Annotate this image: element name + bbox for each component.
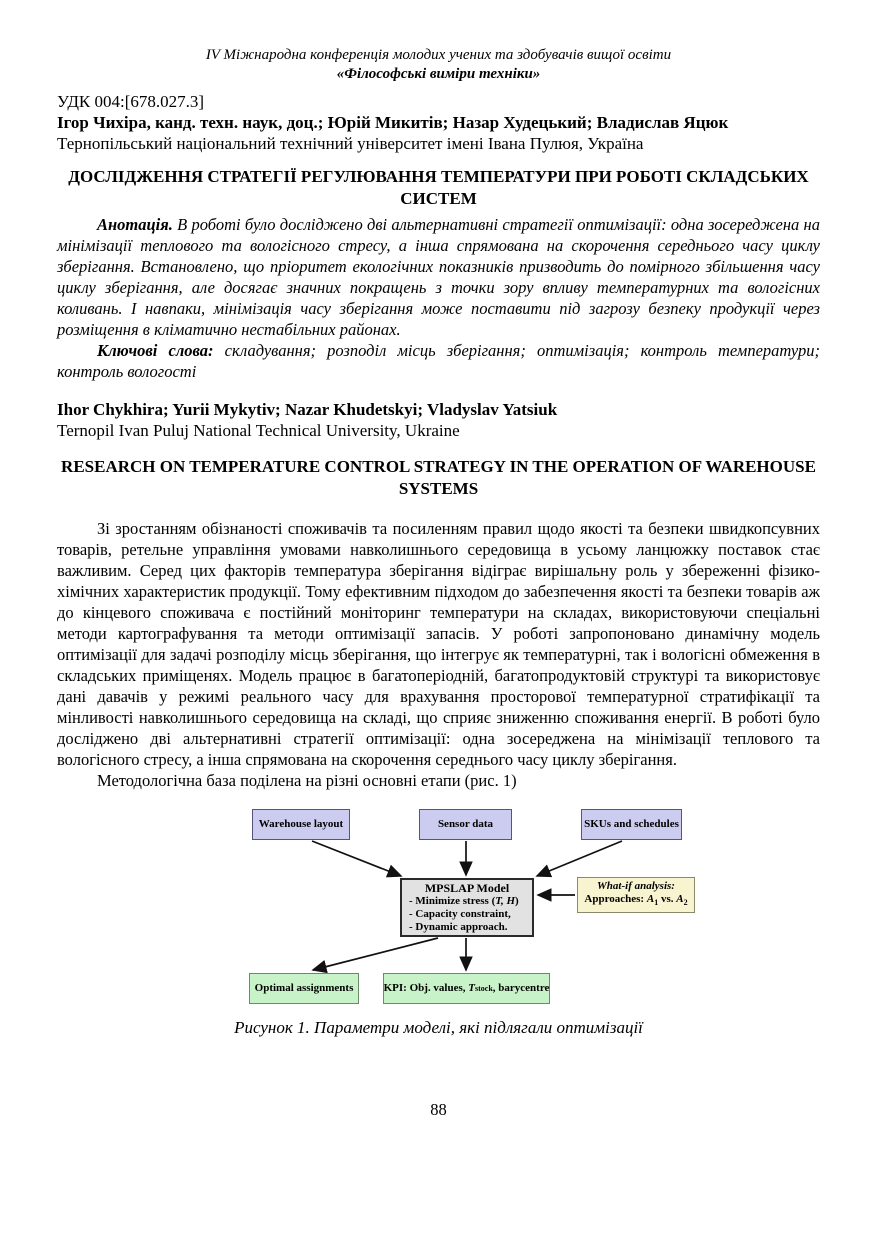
- authors-en: Ihor Chykhira; Yurii Mykytiv; Nazar Khudetskyi; Vladyslav Yatsiuk: [57, 400, 558, 419]
- box-skus-schedules: SKUs and schedules: [581, 809, 682, 840]
- body-paragraph-1: Зі зростанням обізнаності споживачів та посиленням правил щодо якості та безпеки швидкопсувних товарів, ретельне управління умовами навколишнього середовища в усьому ланцюжку поставок стає важливим. Серед цих факторів температура зберігання відіграє вирішальну роль у збереженні фізико-хімічних характеристик продукції. Тому ефективним підходом до забезпечення якості та безпеки товарів аж до кінцевого споживача є постійний моніторинг температури на складах, використовуючи спеціальні методи картографування та методи оптимізації запасів. У роботі запропоновано динамічну модель оптимізації для задачі розподілу місць зберігання, що інтегрує як температурні, так і вологісні обмеження в складських приміщенях. Модель працює в багатоперіодній, багатопродуктовій структурі та використовує дані давачів у режимі реального часу для врахування просторової температурної стратифікації та мінливості навколишнього середовища на складі, що сприяє зниженню споживання енергії. В роботі було досліджено дві альтернативні стратегії оптимізації: одна зосереджена на мінімізації теплового та вологісного стресу, а інша спрямована на скорочення середнього часу циклу зберігання.: [57, 519, 820, 769]
- model-line-1: - Minimize stress (T, H): [409, 894, 519, 907]
- arrow-skus-to-model: [537, 841, 622, 876]
- figure-diagram: [57, 806, 820, 1008]
- affiliation-ua: Тернопільський національний технічний університет імені Івана Пулюя, Україна: [57, 134, 644, 153]
- abstract-label: Анотація.: [97, 215, 173, 234]
- abstract-paragraph: [57, 214, 820, 340]
- authors-ua: Ігор Чихіра, канд. техн. наук, доц.; Юрій Микитів; Назар Худецький; Владислав Яцюк: [57, 113, 729, 132]
- header-subtitle: «Філософські виміри техніки»: [336, 66, 541, 82]
- box-whatif-analysis: [577, 877, 695, 913]
- affiliation-en: Ternopil Ivan Puluj National Technical University, Ukraine: [57, 421, 460, 440]
- model-line-3: - Dynamic approach.: [409, 920, 508, 933]
- header-conference: IV Міжнародна конференція молодих учених та здобувачів вищої освіти: [205, 47, 672, 63]
- box-mpslap-model: [400, 878, 534, 937]
- model-line-2: - Capacity constraint,: [409, 907, 511, 920]
- udc-code: УДК 004:[678.027.3]: [57, 92, 205, 111]
- keywords-label: Ключові слова:: [97, 341, 214, 360]
- body-paragraph-2: Методологічна база поділена на різні основні етапи (рис. 1): [97, 771, 517, 790]
- page-number: 88: [430, 1100, 447, 1119]
- model-title: MPSLAP Model: [424, 880, 510, 895]
- paper-title-ua: ДОСЛІДЖЕННЯ СТРАТЕГІЇ РЕГУЛЮВАННЯ ТЕМПЕРАТУРИ ПРИ РОБОТІ СКЛАДСЬКИХ СИСТЕМ: [68, 167, 809, 208]
- keywords-paragraph: [57, 340, 820, 382]
- box-kpi: KPI : Obj. values, T stock , barycentre: [383, 973, 550, 1004]
- whatif-line-1: What-if analysis:: [597, 880, 675, 893]
- figure-caption: Рисунок 1. Параметри моделі, які підлягали оптимізації: [234, 1018, 643, 1037]
- keywords-text: складування; розподіл місць зберігання; оптимізація; контроль температури; контроль вологості: [57, 341, 821, 381]
- box-optimal-assignments: Optimal assignments: [249, 973, 359, 1004]
- box-sensor-data: Sensor data: [419, 809, 512, 840]
- arrow-model-to-optimal: [313, 938, 438, 970]
- paper-title-en: RESEARCH ON TEMPERATURE CONTROL STRATEGY IN THE OPERATION OF WAREHOUSE SYSTEMS: [61, 457, 816, 498]
- abstract-text: В роботі було досліджено дві альтернативні стратегії оптимізації: одна зосереджена на мінімізації теплового та вологісного стресу, а інша спрямована на скорочення середнього часу циклу зберігання. Встановлено, що пріоритет екологічних показників призводить до помірного збільшення часу циклу зберігання, але досягає значних покращень з точки зору впливу температурних та вологісних коливань. І навпаки, мінімізація часу зберігання може поставити під загрозу безпеку продукції через розміщення в кліматично нестабільних районах.: [57, 215, 820, 339]
- box-warehouse-layout: Warehouse layout: [252, 809, 350, 840]
- whatif-line-2: Approaches: $A_1$ vs. $A_2$: [584, 893, 688, 908]
- arrow-warehouse-to-model: [312, 841, 401, 876]
